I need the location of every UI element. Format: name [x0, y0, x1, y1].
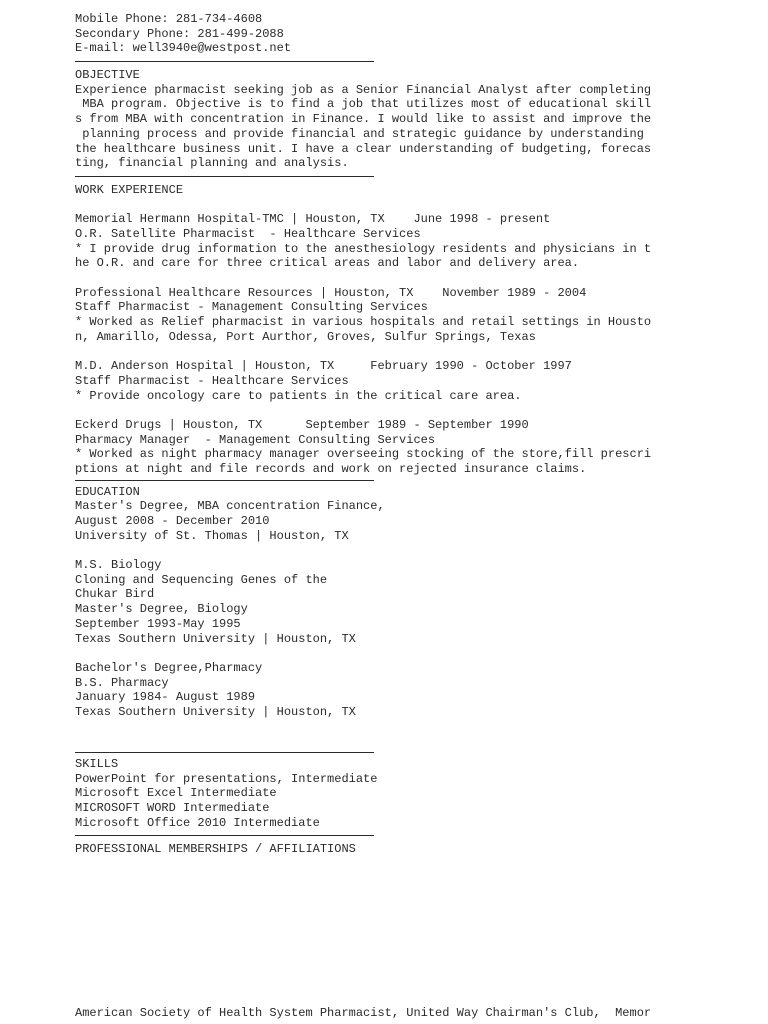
job-title: Staff Pharmacist - Management Consulting Services: [75, 300, 428, 315]
work-experience-heading: WORK EXPERIENCE: [75, 182, 184, 197]
education-section: [75, 485, 675, 720]
job-detail: he O.R. and care for three critical areas and labor and delivery area.: [75, 256, 580, 271]
education-line: B.S. Pharmacy: [75, 675, 169, 690]
spacer: [75, 646, 675, 661]
objective-text-line: MBA program. Objective is to find a job that utilizes most of educational skill: [75, 97, 652, 112]
job-detail: ptions at night and file records and work on rejected insurance claims.: [75, 461, 587, 476]
job-detail: n, Amarillo, Odessa, Port Aurthor, Groves, Sulfur Springs, Texas: [75, 329, 536, 344]
education-heading: EDUCATION: [75, 484, 140, 499]
education-line: University of St. Thomas | Houston, TX: [75, 528, 349, 543]
job-entry: [75, 359, 675, 403]
skill-item: Microsoft Excel Intermediate: [75, 786, 277, 801]
secondary-phone: Secondary Phone: 281-499-2088: [75, 26, 284, 41]
memberships-section: [75, 842, 675, 857]
divider: [75, 835, 374, 836]
objective-text-line: s from MBA with concentration in Finance. I would like to assist and improve the: [75, 112, 652, 127]
job-employer: Professional Healthcare Resources | Houston, TX November 1989 - 2004: [75, 285, 587, 300]
skill-item: PowerPoint for presentations, Intermediate: [75, 771, 378, 786]
education-line: January 1984- August 1989: [75, 690, 256, 705]
education-entry: [75, 558, 675, 646]
resume-document: [75, 12, 675, 857]
spacer: [75, 543, 675, 558]
job-title: Staff Pharmacist - Healthcare Services: [75, 373, 349, 388]
education-line: Chukar Bird: [75, 587, 155, 602]
job-detail: * Worked as Relief pharmacist in various hospitals and retail settings in Housto: [75, 315, 652, 330]
spacer: [75, 344, 675, 359]
objective-section: [75, 68, 675, 171]
memberships-text: American Society of Health System Pharmacist, United Way Chairman's Club, Memor: [75, 1006, 652, 1020]
objective-text-line: ting, financial planning and analysis.: [75, 156, 349, 171]
objective-text-line: the healthcare business unit. I have a clear understanding of budgeting, forecas: [75, 141, 652, 156]
job-employer: M.D. Anderson Hospital | Houston, TX February 1990 - October 1997: [75, 359, 572, 374]
contact-block: [75, 12, 675, 56]
job-detail: * Provide oncology care to patients in the critical care area.: [75, 388, 522, 403]
education-line: Bachelor's Degree,Pharmacy: [75, 660, 263, 675]
divider: [75, 176, 374, 177]
divider: [75, 480, 374, 481]
job-title: O.R. Satellite Pharmacist - Healthcare Services: [75, 226, 421, 241]
job-employer: Memorial Hermann Hospital-TMC | Houston, TX June 1998 - present: [75, 212, 551, 227]
education-line: Master's Degree, MBA concentration Finance,: [75, 499, 385, 514]
spacer: [75, 720, 675, 735]
spacer: [75, 403, 675, 418]
job-entry: [75, 286, 675, 345]
skill-item: Microsoft Office 2010 Intermediate: [75, 815, 320, 830]
education-line: September 1993-May 1995: [75, 616, 241, 631]
spacer: [75, 734, 675, 749]
education-line: Texas Southern University | Houston, TX: [75, 631, 356, 646]
education-line: M.S. Biology: [75, 558, 162, 573]
job-entry: [75, 212, 675, 271]
job-employer: Eckerd Drugs | Houston, TX September 1989 - September 1990: [75, 417, 529, 432]
objective-text-line: planning process and provide financial and strategic guidance by understanding: [75, 126, 644, 141]
objective-heading: OBJECTIVE: [75, 68, 140, 83]
divider: [75, 752, 374, 753]
job-title: Pharmacy Manager - Management Consulting Services: [75, 432, 436, 447]
objective-text-line: Experience pharmacist seeking job as a Senior Financial Analyst after completing: [75, 82, 652, 97]
education-line: August 2008 - December 2010: [75, 514, 270, 528]
education-entry: [75, 499, 675, 543]
email: E-mail: well3940e@westpost.net: [75, 41, 292, 56]
work-experience-section: [75, 183, 675, 477]
job-detail: * Worked as night pharmacy manager overseeing stocking of the store,fill prescri: [75, 447, 652, 462]
spacer: [75, 271, 675, 286]
education-line: Master's Degree, Biology: [75, 602, 248, 617]
mobile-phone: Mobile Phone: 281-734-4608: [75, 12, 263, 26]
education-line: Texas Southern University | Houston, TX: [75, 704, 356, 719]
divider: [75, 61, 374, 62]
skills-heading: SKILLS: [75, 757, 119, 771]
education-line: Cloning and Sequencing Genes of the: [75, 572, 328, 587]
memberships-heading: PROFESSIONAL MEMBERSHIPS / AFFILIATIONS: [75, 842, 356, 857]
skills-section: [75, 757, 675, 830]
spacer: [75, 198, 675, 213]
job-detail: * I provide drug information to the anesthesiology residents and physicians in t: [75, 241, 652, 256]
skill-item: MICROSOFT WORD Intermediate: [75, 801, 270, 816]
job-entry: [75, 418, 675, 477]
education-entry: [75, 661, 675, 720]
